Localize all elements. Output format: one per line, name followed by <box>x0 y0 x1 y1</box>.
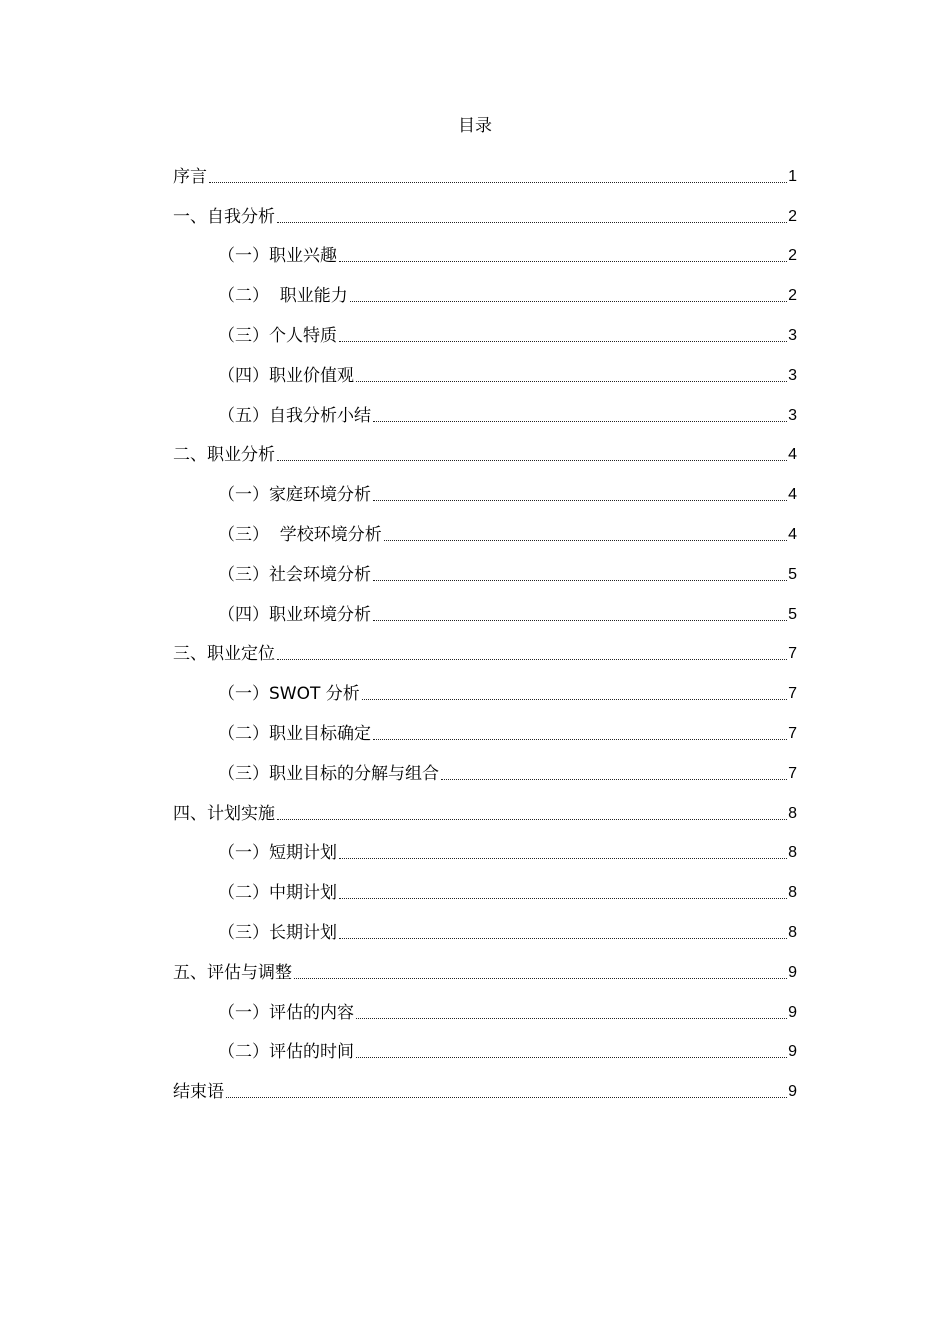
dot-leader <box>373 580 787 581</box>
toc-entry-label: （二）职业目标确定 <box>218 723 371 744</box>
dot-leader <box>350 301 787 302</box>
dot-leader <box>277 819 787 820</box>
toc-entry-page-number: 9 <box>788 1003 797 1021</box>
toc-entry[interactable] <box>173 630 797 670</box>
toc-entry[interactable] <box>173 749 797 789</box>
toc-entry-label: 三、职业定位 <box>173 644 275 665</box>
toc-entry[interactable] <box>173 232 797 272</box>
dot-leader <box>356 381 787 382</box>
toc-entry-page-number: 4 <box>788 446 797 464</box>
toc-entry[interactable] <box>173 988 797 1028</box>
dot-leader <box>339 341 787 342</box>
toc-entry-label: （三） 学校环境分析 <box>218 524 382 545</box>
toc-entry-page-number: 7 <box>788 645 797 663</box>
toc-entry-page-number: 7 <box>788 764 797 782</box>
toc-entry[interactable] <box>173 789 797 829</box>
toc-entry[interactable] <box>173 271 797 311</box>
toc-entry-label: 四、计划实施 <box>173 803 275 824</box>
dot-leader <box>209 182 787 183</box>
toc-entry-label: （二） 职业能力 <box>218 286 348 307</box>
dot-leader <box>373 739 787 740</box>
dot-leader <box>384 540 787 541</box>
toc-entry-label: 一、自我分析 <box>173 206 275 227</box>
toc-entry-page-number: 9 <box>788 1083 797 1101</box>
toc-entry-page-number: 4 <box>788 486 797 504</box>
toc-entry[interactable] <box>173 590 797 630</box>
dot-leader <box>339 261 787 262</box>
toc-entry[interactable] <box>173 1028 797 1068</box>
toc-entry-label: 序言 <box>173 166 207 187</box>
toc-entry-page-number: 7 <box>788 685 797 703</box>
toc-entry-page-number: 3 <box>788 406 797 424</box>
toc-entry-label: 五、评估与调整 <box>173 962 292 983</box>
toc-entry-label: （一）职业兴趣 <box>218 246 337 267</box>
toc-entry-page-number: 9 <box>788 963 797 981</box>
toc-entry-label: （三）个人特质 <box>218 325 337 346</box>
dot-leader <box>356 1018 787 1019</box>
toc-entry-label: （三）社会环境分析 <box>218 564 371 585</box>
toc-entry-page-number: 3 <box>788 366 797 384</box>
toc-entry-label: （一）SWOT 分析 <box>218 684 360 705</box>
toc-entry-label: （二）中期计划 <box>218 883 337 904</box>
toc-entry-label: 二、职业分析 <box>173 445 275 466</box>
toc-list <box>173 152 797 1107</box>
toc-title: 目录 <box>458 116 492 136</box>
toc-entry[interactable] <box>173 908 797 948</box>
dot-leader <box>339 938 787 939</box>
toc-entry-page-number: 8 <box>788 844 797 862</box>
toc-entry[interactable] <box>173 948 797 988</box>
toc-entry-label: （二）评估的时间 <box>218 1042 354 1063</box>
toc-entry[interactable] <box>173 510 797 550</box>
toc-entry-page-number: 5 <box>788 565 797 583</box>
dot-leader <box>277 222 787 223</box>
toc-entry-page-number: 8 <box>788 923 797 941</box>
toc-entry-page-number: 2 <box>788 247 797 265</box>
toc-entry-page-number: 4 <box>788 525 797 543</box>
toc-entry-page-number: 9 <box>788 1043 797 1061</box>
toc-entry-label: （一）家庭环境分析 <box>218 485 371 506</box>
toc-entry[interactable] <box>173 1067 797 1107</box>
toc-entry[interactable] <box>173 669 797 709</box>
toc-entry[interactable] <box>173 311 797 351</box>
toc-entry[interactable] <box>173 709 797 749</box>
toc-entry-page-number: 8 <box>788 804 797 822</box>
toc-entry[interactable] <box>173 351 797 391</box>
toc-entry[interactable] <box>173 192 797 232</box>
dot-leader <box>373 620 787 621</box>
dot-leader <box>277 659 787 660</box>
toc-entry-label: （一）短期计划 <box>218 843 337 864</box>
toc-entry-label: （四）职业环境分析 <box>218 604 371 625</box>
dot-leader <box>373 421 787 422</box>
toc-entry-label: （三）职业目标的分解与组合 <box>218 763 439 784</box>
dot-leader <box>277 460 787 461</box>
dot-leader <box>441 779 787 780</box>
toc-entry[interactable] <box>173 470 797 510</box>
dot-leader <box>339 898 787 899</box>
toc-entry-page-number: 8 <box>788 884 797 902</box>
toc-entry[interactable] <box>173 550 797 590</box>
toc-entry-page-number: 1 <box>788 167 797 185</box>
toc-entry-label: 结束语 <box>173 1082 224 1103</box>
toc-entry[interactable] <box>173 829 797 869</box>
dot-leader <box>226 1097 787 1098</box>
toc-entry-page-number: 3 <box>788 326 797 344</box>
dot-leader <box>362 699 787 700</box>
dot-leader <box>373 500 787 501</box>
toc-entry[interactable] <box>173 431 797 471</box>
dot-leader <box>356 1057 787 1058</box>
toc-entry[interactable] <box>173 868 797 908</box>
toc-entry-label: （五）自我分析小结 <box>218 405 371 426</box>
toc-entry[interactable] <box>173 391 797 431</box>
toc-entry-page-number: 2 <box>788 207 797 225</box>
toc-entry-label: （四）职业价值观 <box>218 365 354 386</box>
toc-entry-label: （一）评估的内容 <box>218 1002 354 1023</box>
toc-entry-label: （三）长期计划 <box>218 922 337 943</box>
dot-leader <box>294 978 787 979</box>
toc-entry[interactable] <box>173 152 797 192</box>
dot-leader <box>339 858 787 859</box>
toc-entry-page-number: 2 <box>788 287 797 305</box>
toc-entry-page-number: 7 <box>788 724 797 742</box>
toc-entry-page-number: 5 <box>788 605 797 623</box>
